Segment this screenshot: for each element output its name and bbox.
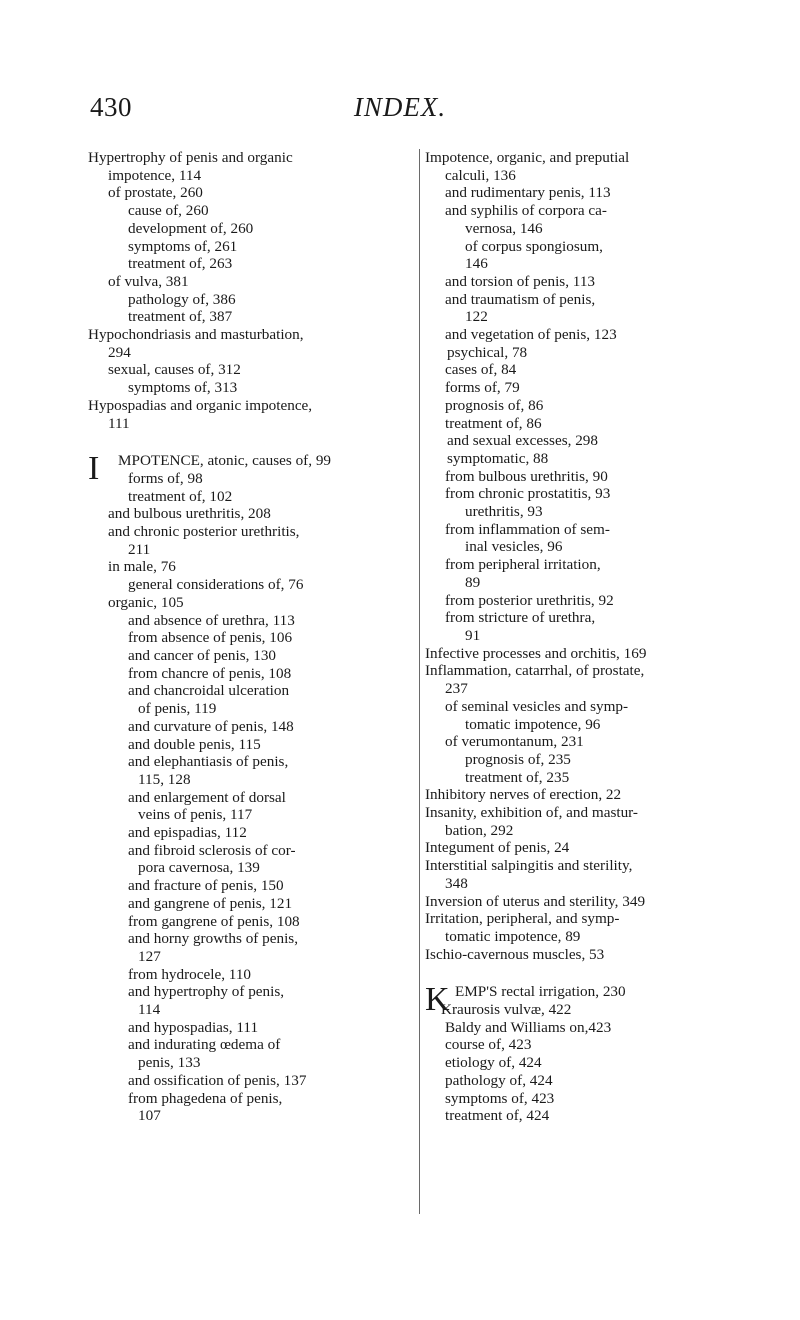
index-subentry — [88, 806, 413, 824]
entry-text: and double penis, 115 — [128, 735, 261, 753]
entry-text: 89 — [465, 573, 481, 591]
entry-text: and horny growths of penis, — [128, 930, 298, 948]
index-subentry — [88, 736, 413, 754]
index-subentry — [425, 698, 755, 716]
entry-text: impotence, 114 — [108, 166, 202, 184]
index-subentry — [425, 592, 755, 610]
entry-text: pathology of, 424 — [445, 1071, 553, 1089]
entry-text: and gangrene of penis, 121 — [128, 894, 293, 912]
index-subentry — [425, 875, 755, 893]
section-gap — [425, 963, 755, 983]
index-subentry — [88, 647, 413, 665]
entry-text: from bulbous urethritis, 90 — [445, 467, 608, 485]
entry-text: of verumontanum, 231 — [445, 733, 584, 751]
entry-text: cause of, 260 — [128, 202, 209, 220]
entry-text: forms of, 79 — [445, 379, 520, 397]
entry-text: development of, 260 — [128, 219, 254, 237]
entry-text: 91 — [465, 626, 481, 644]
entry-text: treatment of, 263 — [128, 255, 233, 273]
index-subentry — [88, 1036, 413, 1054]
entry-text: and enlargement of dorsal — [128, 788, 286, 806]
entry-text: and rudimentary penis, 113 — [445, 184, 611, 202]
entry-text: from gangrene of penis, 108 — [128, 912, 300, 930]
entry-text: treatment of, 424 — [445, 1107, 550, 1125]
index-subentry — [88, 718, 413, 736]
page-number: 430 — [90, 92, 132, 122]
entry-text: treatment of, 102 — [128, 487, 233, 505]
entry-text: pora cavernosa, 139 — [138, 859, 260, 877]
entry-text: inal vesicles, 96 — [465, 538, 563, 556]
index-subentry — [88, 167, 413, 185]
index-subentry — [88, 184, 413, 202]
index-entry — [425, 839, 755, 857]
index-subentry — [88, 202, 413, 220]
index-subentry — [88, 594, 413, 612]
index-subentry — [425, 273, 755, 291]
entry-text: etiology of, 424 — [445, 1054, 542, 1072]
index-subentry — [88, 238, 413, 256]
entry-text: from inflammation of sem- — [445, 520, 610, 538]
entry-text: of corpus spongiosum, — [465, 237, 603, 255]
index-subentry — [88, 983, 413, 1001]
entry-text: 114 — [138, 1001, 161, 1019]
drop-cap-letter: K — [425, 981, 450, 1019]
index-subentry — [88, 682, 413, 700]
index-entry — [425, 786, 755, 804]
entry-text: 127 — [138, 947, 161, 965]
index-subentry — [88, 895, 413, 913]
index-subentry — [425, 167, 755, 185]
index-subentry — [425, 308, 755, 326]
entry-text: and ossification of penis, 137 — [128, 1071, 307, 1089]
entry-text: psychical, 78 — [447, 343, 528, 361]
index-subentry — [425, 538, 755, 556]
entry-text: and hypospadias, 111 — [128, 1018, 259, 1036]
index-subentry — [425, 1090, 755, 1108]
entry-text: course of, 423 — [445, 1036, 532, 1054]
index-subentry — [88, 824, 413, 842]
index-subentry — [88, 789, 413, 807]
index-subentry — [425, 468, 755, 486]
index-subentry — [88, 1019, 413, 1037]
entry-text: Inflammation, catarrhal, of prostate, — [425, 662, 645, 680]
index-entry — [425, 946, 755, 964]
entry-text: tomatic impotence, 96 — [465, 715, 601, 733]
entry-text: from posterior urethritis, 92 — [445, 591, 614, 609]
entry-text: and absence of urethra, 113 — [128, 611, 295, 629]
entry-text: from chronic prostatitis, 93 — [445, 485, 611, 503]
entry-text: 122 — [465, 308, 488, 326]
entry-text: general considerations of, 76 — [128, 576, 304, 594]
index-subentry — [425, 556, 755, 574]
entry-text: 111 — [108, 414, 130, 432]
entry-text: and traumatism of penis, — [445, 290, 596, 308]
index-subentry — [88, 1107, 413, 1125]
entry-text: treatment of, 387 — [128, 308, 233, 326]
entry-text: penis, 133 — [138, 1054, 201, 1072]
entry-text: Baldy and Williams on,423 — [445, 1018, 612, 1036]
entry-text: and elephantiasis of penis, — [128, 753, 289, 771]
index-subentry — [88, 913, 413, 931]
entry-text: symptoms of, 423 — [445, 1089, 555, 1107]
entry-text: and chancroidal ulceration — [128, 682, 290, 700]
index-subentry — [88, 308, 413, 326]
index-subentry — [425, 822, 755, 840]
index-subentry — [88, 1090, 413, 1108]
entry-text: and vegetation of penis, 123 — [445, 326, 617, 344]
entry-text: of seminal vesicles and symp- — [445, 697, 629, 715]
index-subentry — [88, 255, 413, 273]
index-subentry — [88, 665, 413, 683]
index-entry — [425, 450, 755, 468]
entry-text: of vulva, 381 — [108, 272, 189, 290]
index-subentry — [88, 771, 413, 789]
index-subentry — [88, 753, 413, 771]
index-subentry — [88, 930, 413, 948]
index-subentry — [425, 291, 755, 309]
index-subentry — [88, 700, 413, 718]
entry-text: treatment of, 235 — [465, 768, 570, 786]
index-subentry — [88, 877, 413, 895]
page-header — [0, 92, 800, 132]
entry-text: from phagedena of penis, — [128, 1089, 283, 1107]
entry-text: and epispadias, 112 — [128, 824, 247, 842]
index-entry — [425, 893, 755, 911]
index-subentry — [88, 415, 413, 433]
section-gap — [88, 432, 413, 452]
index-entry — [425, 645, 755, 663]
entry-text: 237 — [445, 680, 468, 698]
index-subentry — [425, 521, 755, 539]
entry-text: cases of, 84 — [445, 361, 517, 379]
index-subentry — [425, 397, 755, 415]
entry-text: veins of penis, 117 — [138, 806, 253, 824]
index-entry — [425, 910, 755, 928]
entry-text: EMP'S rectal irrigation, 230 — [455, 983, 626, 1001]
index-subentry — [425, 716, 755, 734]
index-subentry — [88, 948, 413, 966]
index-subentry — [425, 238, 755, 256]
entry-text: in male, 76 — [108, 558, 176, 576]
entry-text: and syphilis of corpora ca- — [445, 202, 607, 220]
index-subentry — [425, 220, 755, 238]
running-title: INDEX. — [353, 92, 447, 122]
entry-text: Inversion of uterus and sterility, 349 — [425, 892, 646, 910]
index-subentry — [88, 470, 413, 488]
index-entry — [425, 1001, 755, 1019]
index-subentry — [88, 541, 413, 559]
entry-text: and fibroid sclerosis of cor- — [128, 841, 296, 859]
index-subentry — [425, 1072, 755, 1090]
index-entry — [425, 857, 755, 875]
entry-text: 115, 128 — [138, 770, 191, 788]
entry-text: Infective processes and orchitis, 169 — [425, 644, 647, 662]
index-subentry — [425, 415, 755, 433]
entry-text: and chronic posterior urethritis, — [108, 523, 300, 541]
index-subentry — [425, 361, 755, 379]
index-entry — [425, 432, 755, 450]
entry-text: from stricture of urethra, — [445, 609, 596, 627]
index-entry — [88, 149, 413, 167]
index-subentry — [425, 485, 755, 503]
entry-text: prognosis of, 86 — [445, 396, 544, 414]
entry-text: Hypospadias and organic impotence, — [88, 396, 313, 414]
entry-text: vernosa, 146 — [465, 219, 543, 237]
index-subentry — [425, 202, 755, 220]
drop-cap-letter: I — [88, 450, 100, 488]
entry-text: prognosis of, 235 — [465, 750, 571, 768]
index-subentry — [425, 733, 755, 751]
entry-text: 294 — [108, 343, 131, 361]
entry-text: MPOTENCE, atonic, causes of, 99 — [118, 452, 332, 470]
entry-text: symptomatic, 88 — [447, 449, 549, 467]
entry-text: Insanity, exhibition of, and mastur- — [425, 804, 638, 822]
entry-text: Impotence, organic, and preputial — [425, 149, 630, 166]
index-subentry — [88, 273, 413, 291]
index-subentry — [425, 1054, 755, 1072]
index-subentry — [88, 1001, 413, 1019]
index-subentry — [88, 859, 413, 877]
index-entry — [425, 149, 755, 167]
entry-text: symptoms of, 261 — [128, 237, 238, 255]
entry-text: and torsion of penis, 113 — [445, 272, 596, 290]
entry-text: and cancer of penis, 130 — [128, 646, 277, 664]
entry-text: treatment of, 86 — [445, 414, 542, 432]
entry-text: and bulbous urethritis, 208 — [108, 505, 271, 523]
index-entry — [88, 326, 413, 344]
entry-text: and curvature of penis, 148 — [128, 717, 294, 735]
index-subentry — [88, 558, 413, 576]
entry-text: 348 — [445, 874, 468, 892]
index-subentry — [88, 966, 413, 984]
entry-text: urethritis, 93 — [465, 503, 543, 521]
index-subentry — [425, 574, 755, 592]
index-subentry — [425, 609, 755, 627]
index-subentry — [88, 291, 413, 309]
index-entry — [425, 662, 755, 680]
index-subentry — [88, 220, 413, 238]
entry-text: and fracture of penis, 150 — [128, 877, 284, 895]
index-subentry — [88, 629, 413, 647]
entry-text: and sexual excesses, 298 — [447, 432, 598, 450]
entry-text: Inhibitory nerves of erection, 22 — [425, 786, 622, 804]
entry-text: Hypochondriasis and masturbation, — [88, 326, 304, 344]
entry-text: from peripheral irritation, — [445, 556, 601, 574]
entry-text: 107 — [138, 1107, 161, 1125]
entry-text: and indurating œdema of — [128, 1036, 281, 1054]
entry-text: bation, 292 — [445, 821, 514, 839]
index-subentry — [425, 1019, 755, 1037]
entry-text: tomatic impotence, 89 — [445, 927, 581, 945]
index-subentry — [425, 751, 755, 769]
entry-text: and hypertrophy of penis, — [128, 983, 285, 1001]
index-subentry — [425, 769, 755, 787]
index-subentry — [425, 184, 755, 202]
index-subentry — [425, 1036, 755, 1054]
entry-text: of penis, 119 — [138, 700, 217, 718]
entry-text: sexual, causes of, 312 — [108, 361, 241, 379]
index-subentry — [88, 1054, 413, 1072]
entry-text: 146 — [465, 255, 488, 273]
index-subentry — [88, 576, 413, 594]
index-subentry — [425, 627, 755, 645]
entry-text: Kraurosis vulvæ, 422 — [441, 1001, 572, 1019]
index-subentry — [425, 255, 755, 273]
entry-text: from absence of penis, 106 — [128, 629, 293, 647]
entry-text: Ischio-cavernous muscles, 53 — [425, 945, 605, 963]
index-subentry — [88, 361, 413, 379]
index-subentry — [425, 680, 755, 698]
entry-text: Hypertrophy of penis and organic — [88, 149, 293, 166]
entry-text: from hydrocele, 110 — [128, 965, 252, 983]
index-subentry — [88, 1072, 413, 1090]
entry-text: calculi, 136 — [445, 166, 516, 184]
index-entry — [88, 397, 413, 415]
index-subentry — [88, 344, 413, 362]
column-divider — [419, 149, 420, 1214]
index-subentry — [88, 842, 413, 860]
entry-text: of prostate, 260 — [108, 184, 203, 202]
index-subentry — [425, 326, 755, 344]
index-subentry — [88, 612, 413, 630]
entry-text: Irritation, peripheral, and symp- — [425, 910, 620, 928]
entry-text: Integument of penis, 24 — [425, 839, 570, 857]
index-column-right — [425, 149, 755, 1125]
entry-text: symptoms of, 313 — [128, 379, 238, 397]
entry-text: organic, 105 — [108, 593, 184, 611]
index-entry — [425, 344, 755, 362]
index-column-left — [88, 149, 413, 1125]
entry-text: forms of, 98 — [128, 469, 203, 487]
index-subentry — [425, 1107, 755, 1125]
entry-text: from chancre of penis, 108 — [128, 664, 292, 682]
index-subentry — [425, 503, 755, 521]
index-subentry — [88, 505, 413, 523]
index-subentry — [88, 488, 413, 506]
entry-text: 211 — [128, 540, 151, 558]
entry-text: pathology of, 386 — [128, 290, 236, 308]
index-entry — [425, 804, 755, 822]
index-subentry — [425, 379, 755, 397]
index-subentry — [425, 928, 755, 946]
index-subentry — [88, 379, 413, 397]
index-subentry — [88, 523, 413, 541]
entry-text: Interstitial salpingitis and sterility, — [425, 857, 633, 875]
